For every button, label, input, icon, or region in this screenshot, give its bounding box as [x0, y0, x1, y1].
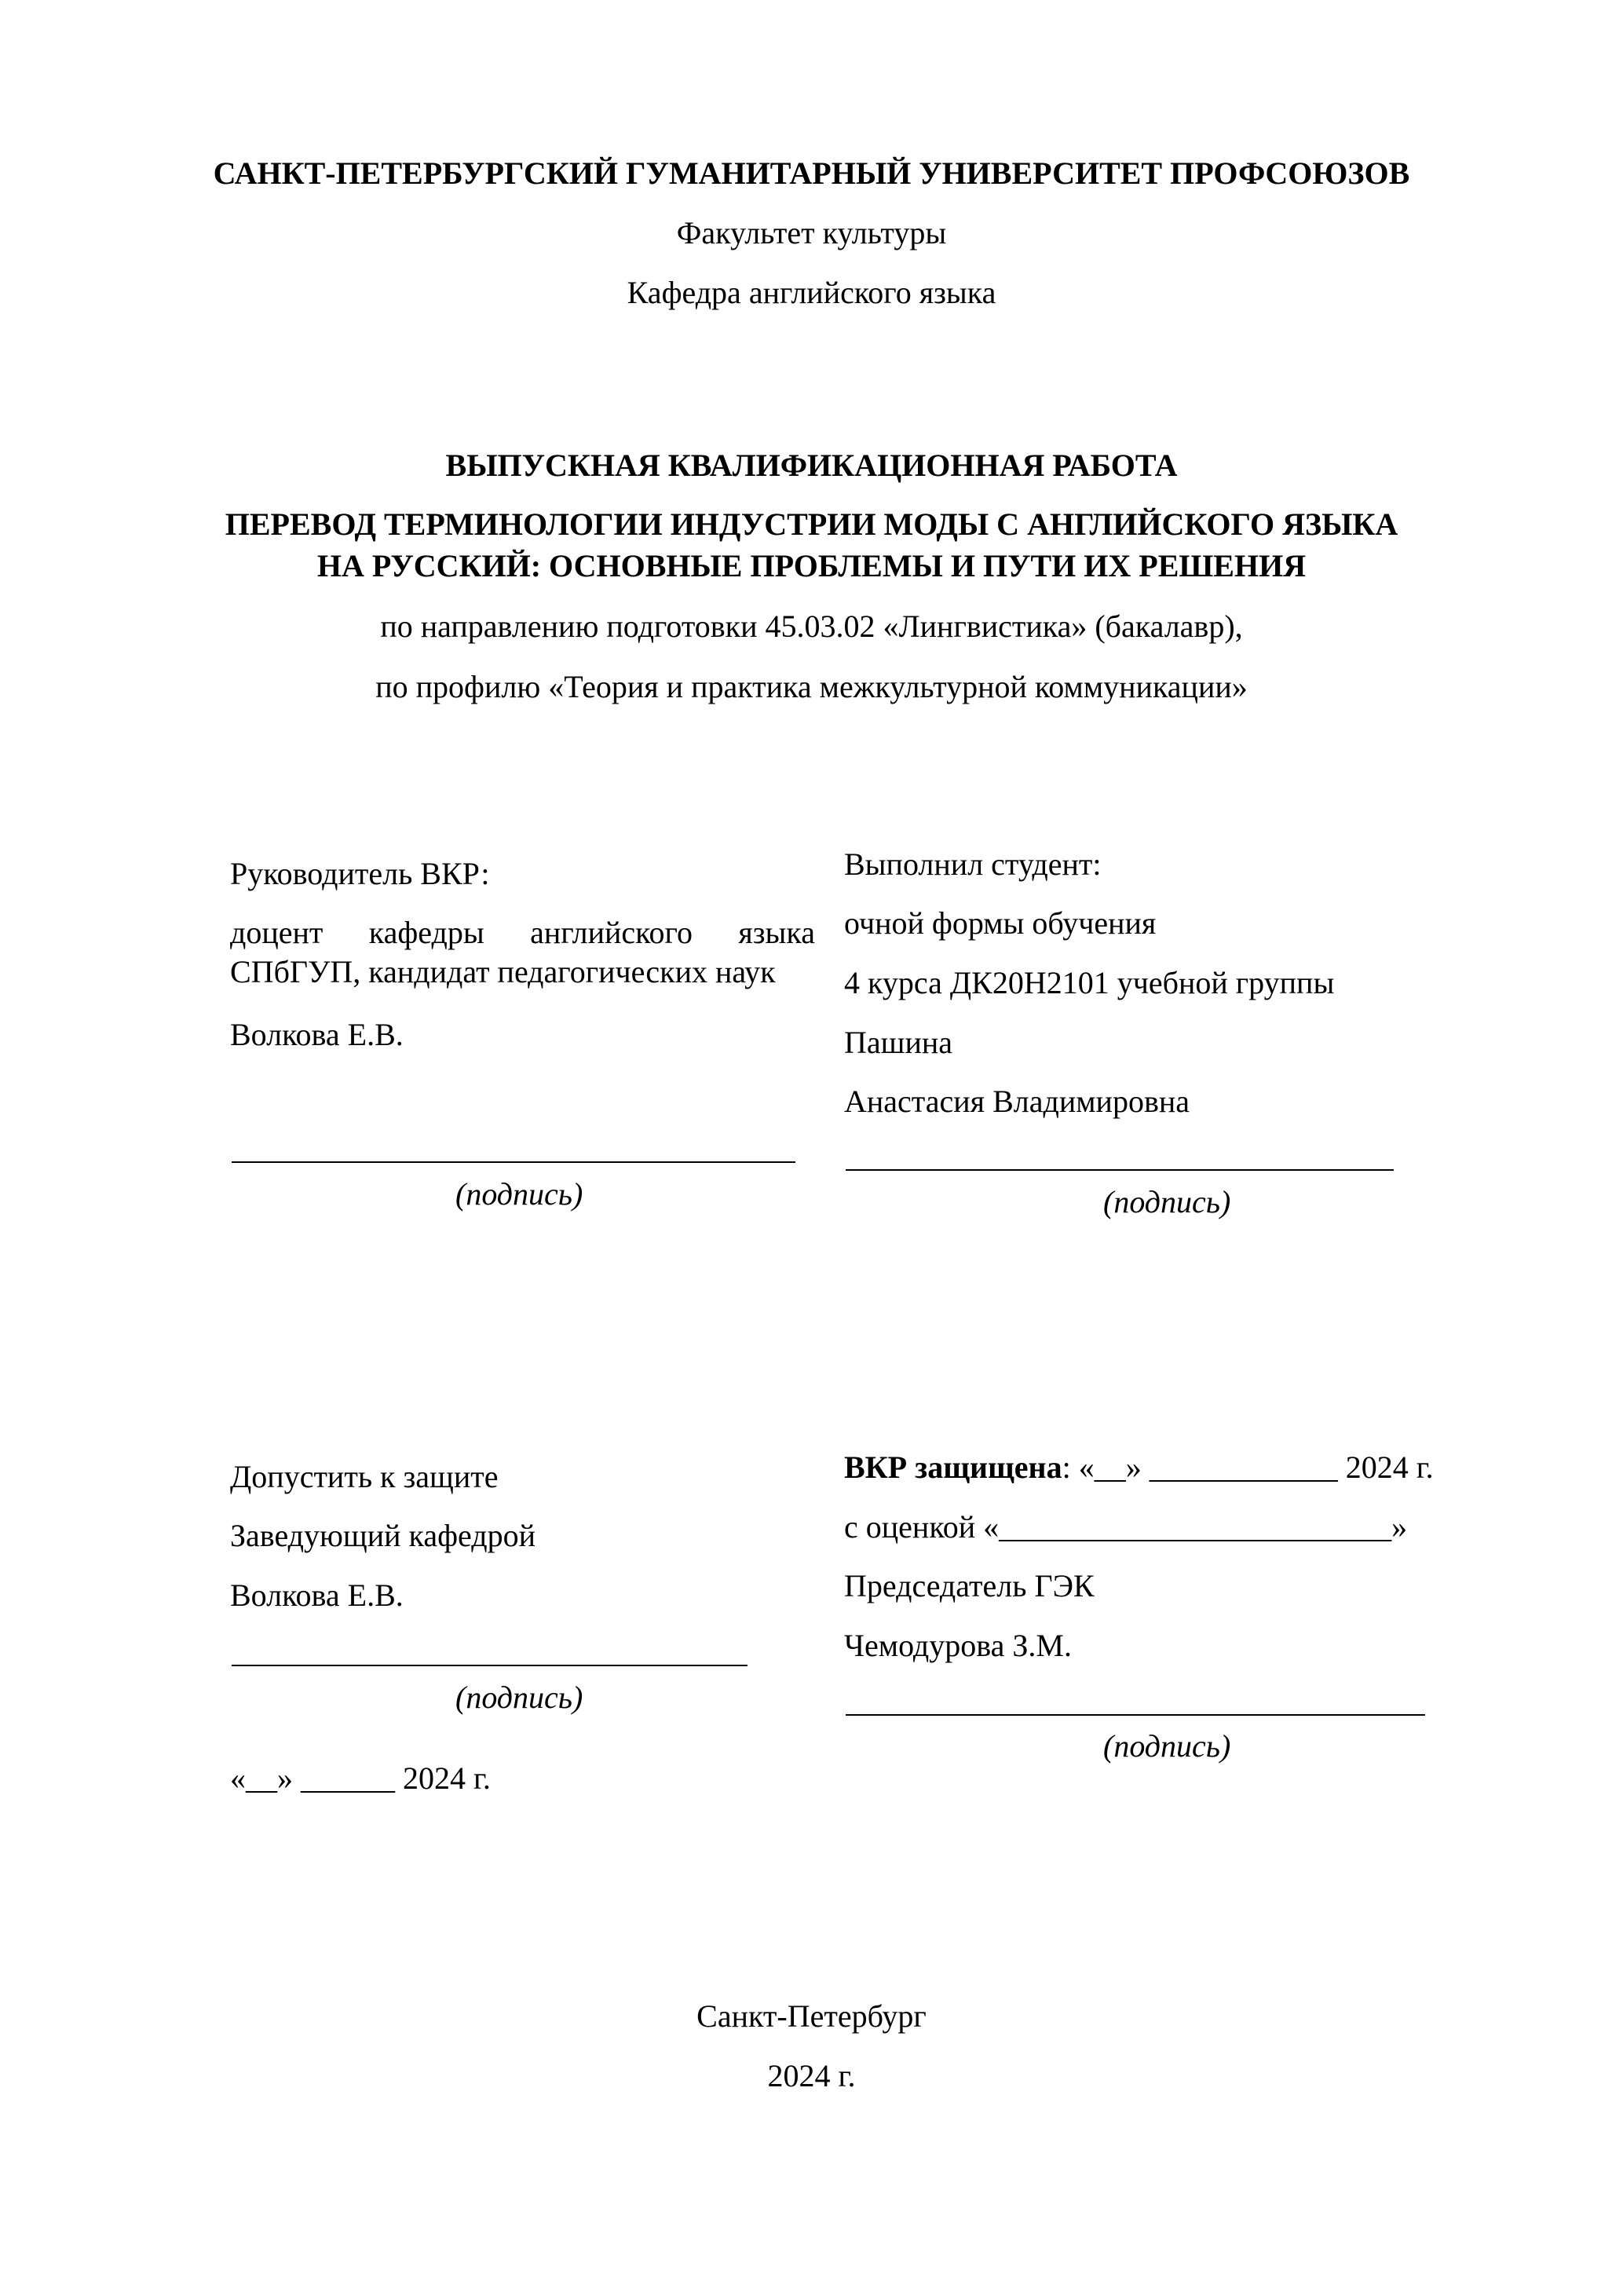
study-direction: по направлению подготовки 45.03.02 «Лингвистика» (бакалавр),	[380, 609, 1243, 644]
faculty-name: Факультет культуры	[676, 215, 947, 250]
defense-signature-caption: (подпись)	[1103, 1728, 1231, 1764]
defense-grade-line: с оценкой «_________________________»	[844, 1509, 1408, 1545]
defense-chair-role: Председатель ГЭК	[844, 1568, 1095, 1603]
student-signature-caption: (подпись)	[1103, 1184, 1231, 1219]
department-name: Кафедра английского языка	[627, 275, 996, 310]
student-heading: Выполнил студент:	[844, 846, 1102, 882]
student-signature-line	[846, 1169, 1394, 1171]
admission-signature-line	[232, 1665, 748, 1666]
defense-date: : «__» ____________ 2024 г.	[1062, 1450, 1434, 1485]
student-study-form: очной формы обучения	[844, 905, 1157, 941]
student-surname: Пашина	[844, 1025, 953, 1060]
study-profile: по профилю «Теория и практика межкультурной коммуникации»	[375, 669, 1248, 704]
supervisor-signature-caption: (подпись)	[455, 1176, 583, 1212]
student-given-names: Анастасия Владимировна	[844, 1084, 1190, 1119]
supervisor-position-line-2: СПбГУП, кандидат педагогических наук	[230, 954, 776, 989]
thesis-title-line-1: ПЕРЕВОД ТЕРМИНОЛОГИИ ИНДУСТРИИ МОДЫ С АНГЛИЙСКОГО ЯЗЫКА	[225, 506, 1398, 542]
supervisor-signature-line	[232, 1161, 795, 1163]
admission-heading: Допустить к защите	[230, 1459, 499, 1494]
supervisor-heading: Руководитель ВКР:	[230, 856, 490, 891]
supervisor-position-line-1: доцент кафедры английского языка	[230, 915, 815, 950]
admission-name: Волкова Е.В.	[230, 1578, 404, 1613]
defense-signature-line	[846, 1714, 1425, 1716]
admission-signature-caption: (подпись)	[455, 1680, 583, 1715]
admission-role: Заведующий кафедрой	[230, 1518, 536, 1553]
defense-chair-name: Чемодурова З.М.	[844, 1628, 1072, 1663]
university-name: САНКТ-ПЕТЕРБУРГСКИЙ ГУМАНИТАРНЫЙ УНИВЕРСИТЕТ ПРОФСОЮЗОВ	[213, 155, 1410, 191]
footer-year: 2024 г.	[767, 2058, 856, 2093]
admission-date-line: «__» ______ 2024 г.	[230, 1760, 491, 1796]
defense-status-line	[844, 1450, 1434, 1486]
work-type-heading: ВЫПУСКНАЯ КВАЛИФИКАЦИОННАЯ РАБОТА	[445, 448, 1178, 483]
footer-city: Санкт-Петербург	[696, 1998, 927, 2034]
student-course-group: 4 курса ДК20Н2101 учебной группы	[844, 965, 1335, 1000]
supervisor-name: Волкова Е.В.	[230, 1017, 404, 1052]
defense-status-label: ВКР защищена	[844, 1450, 1062, 1485]
thesis-title-line-2: НА РУССКИЙ: ОСНОВНЫЕ ПРОБЛЕМЫ И ПУТИ ИХ РЕШЕНИЯ	[316, 548, 1307, 583]
